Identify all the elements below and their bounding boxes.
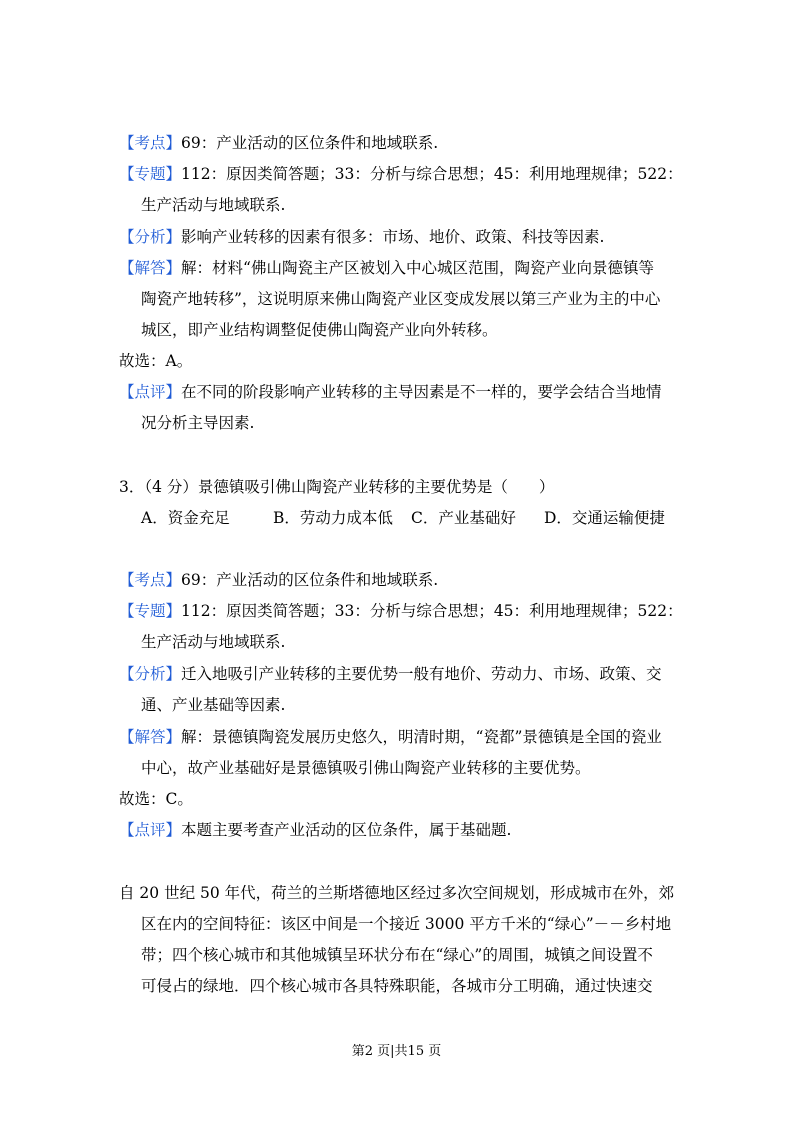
zhuanti-text: 112：原因类简答题；33：分析与综合思想；45：利用地理规律；522： [181,602,683,620]
option-b: B．劳动力成本低 [273,509,393,527]
q3-jieda-cont: 中心，故产业基础好是景德镇吸引佛山陶瓷产业转移的主要优势。 [141,759,591,777]
q2-jieda-cont1: 陶瓷产地转移”，这说明原来佛山陶瓷产业区变成发展以第三产业为主的中心 [141,290,661,308]
option-a: A．资金充足 [141,509,230,527]
option-d: D．交通运输便捷 [544,509,665,527]
q3-jieda [119,727,662,747]
q3-zhuanti-cont: 生产活动与地域联系. [141,633,286,651]
zhuanti-text: 112：原因类简答题；33：分析与综合思想；45：利用地理规律；522： [181,165,683,183]
zhuanti-tag: 【专题】 [119,602,182,620]
q3-zhuanti [119,601,683,621]
fenxi-text: 迁入地吸引产业转移的主要优势一般有地价、劳动力、市场、政策、交 [181,665,662,683]
passage-line-1: 自 20 世纪 50 年代，荷兰的兰斯塔德地区经过多次空间规划，形成城市在外，郊 [119,884,675,902]
option-c: C．产业基础好 [411,509,516,527]
fenxi-tag: 【分析】 [119,228,182,246]
q2-guxuan: 故选：A。 [119,352,193,370]
dianping-text: 本题主要考查产业活动的区位条件，属于基础题. [181,821,512,839]
page-footer: 第2 页|共15 页 [351,1044,442,1059]
kaodian-tag: 【考点】 [119,134,182,152]
jieda-text: 解：景德镇陶瓷发展历史悠久，明清时期，“瓷都”景德镇是全国的瓷业 [181,728,662,746]
q3-kaodian [119,570,438,590]
jieda-tag: 【解答】 [119,259,182,277]
jieda-text: 解：材料“佛山陶瓷主产区被划入中心城区范围，陶瓷产业向景德镇等 [181,259,654,277]
passage-line-3: 带；四个核心城市和其他城镇呈环状分布在“绿心”的周围，城镇之间设置不 [141,946,653,964]
q2-jieda [119,258,654,278]
passage-line-4: 可侵占的绿地．四个核心城市各具特殊职能，各城市分工明确，通过快速交 [141,977,653,995]
q3-fenxi [119,664,662,684]
zhuanti-tag: 【专题】 [119,165,182,183]
kaodian-text: 69：产业活动的区位条件和地域联系. [181,571,439,589]
q2-kaodian [119,133,438,153]
jieda-tag: 【解答】 [119,728,182,746]
passage-line-2: 区在内的空间特征：该区中间是一个接近 3000 平方千米的“绿心”－－乡村地 [141,915,672,933]
q2-zhuanti-cont: 生产活动与地域联系. [141,196,286,214]
dianping-tag: 【点评】 [119,383,182,401]
q3-question: 3．（4 分）景德镇吸引佛山陶瓷产业转移的主要优势是（ ） [119,478,555,496]
q3-fenxi-cont: 通、产业基础等因素. [141,696,286,714]
q2-dianping-cont: 况分析主导因素. [141,414,255,432]
kaodian-text: 69：产业活动的区位条件和地域联系. [181,134,439,152]
q2-jieda-cont2: 城区，即产业结构调整促使佛山陶瓷产业向外转移。 [141,321,498,339]
q2-dianping [119,382,662,402]
fenxi-tag: 【分析】 [119,665,182,683]
dianping-tag: 【点评】 [119,821,182,839]
q3-guxuan: 故选：C。 [119,790,193,808]
q2-fenxi [119,227,604,247]
q2-zhuanti [119,164,683,184]
dianping-text: 在不同的阶段影响产业转移的主导因素是不一样的，要学会结合当地情 [181,383,662,401]
q3-dianping [119,820,511,840]
fenxi-text: 影响产业转移的因素有很多：市场、地价、政策、科技等因素. [181,228,605,246]
kaodian-tag: 【考点】 [119,571,182,589]
